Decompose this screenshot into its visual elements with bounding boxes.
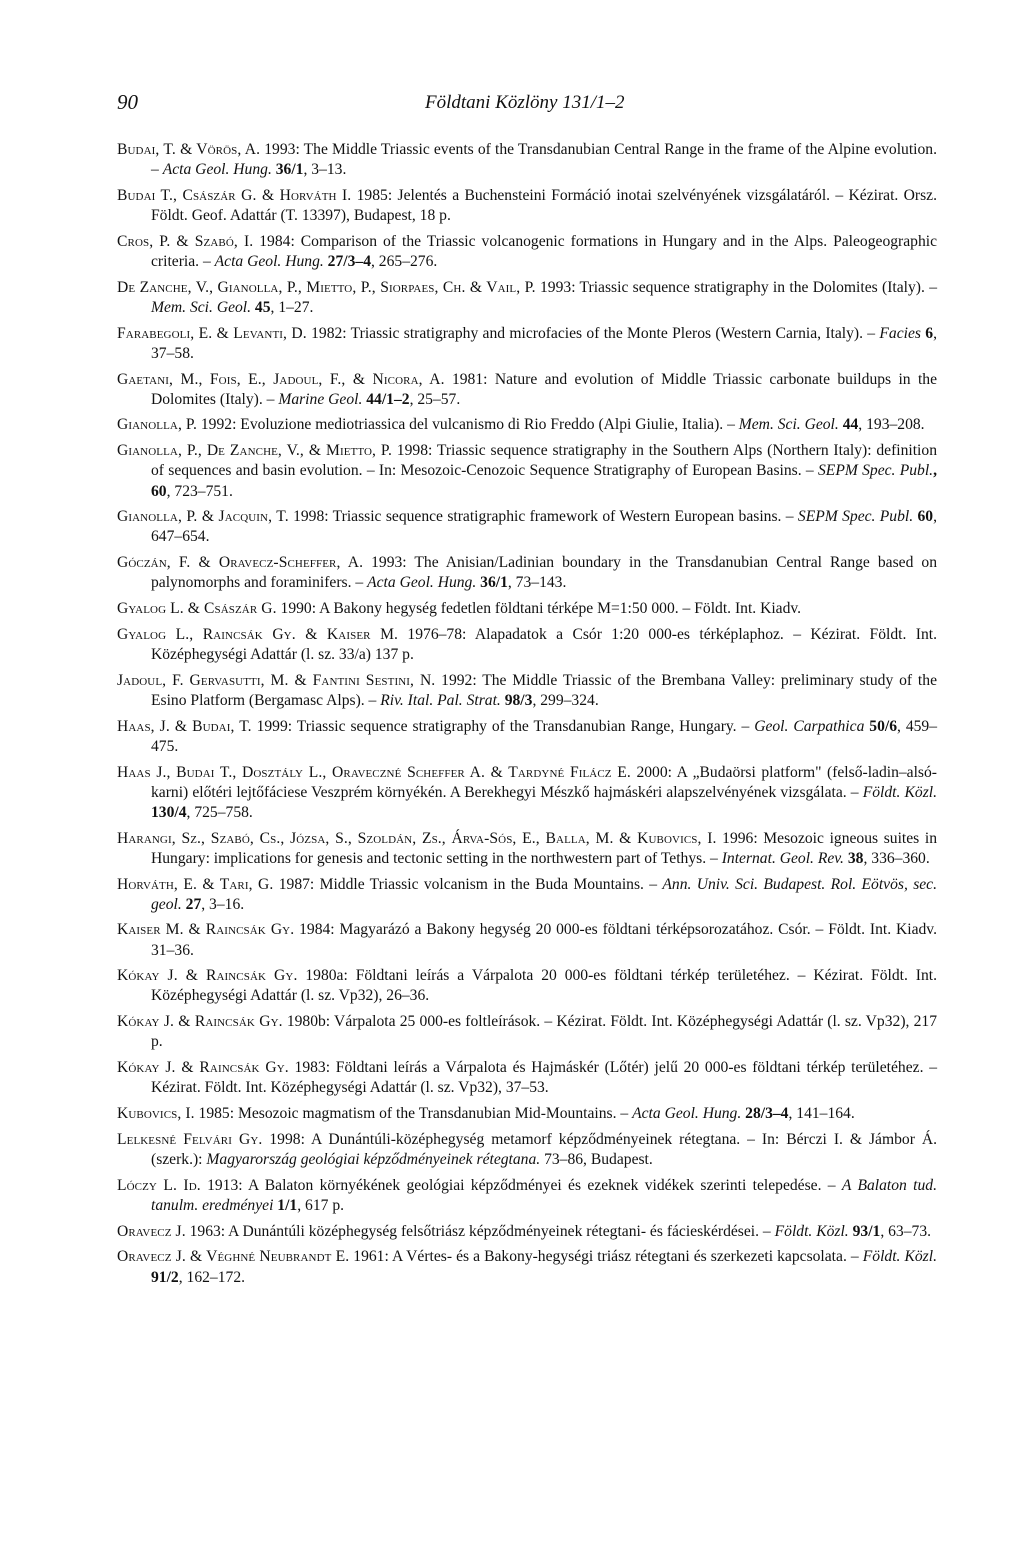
reference-volume: , 60 xyxy=(151,462,937,500)
reference-pages: , 37–58. xyxy=(151,324,937,362)
reference-source: Földt. Közl. xyxy=(862,1248,937,1266)
reference-text: 1990: A Bakony hegység fedetlen földtani térképe M=1:50 000. – Földt. Int. Kiadv. xyxy=(276,600,802,618)
reference-source: Ann. Univ. Sci. Budapest. Rol. Eötvös, sec. geol. xyxy=(151,875,938,913)
reference-pages: , 3–13. xyxy=(303,161,347,179)
reference-list xyxy=(117,140,937,1293)
reference-entry xyxy=(117,370,937,410)
reference-text: 1998: Triassic sequence stratigraphy in the Southern Alps (Northern Italy): definition of sequences and basin evolution. – In: Mesozoic-Cenozoic Sequence Stratigraphy of European Basins. – xyxy=(151,442,937,480)
reference-authors: Kókay J. & Raincsák Gy. xyxy=(117,967,298,985)
reference-text: 1992: The Middle Triassic of the Brembana Valley: preliminary study of the Esino Platform (Bergamasc Alps). – xyxy=(151,671,937,709)
reference-text: 1992: Evoluzione mediotriassica del vulcanismo di Rio Freddo (Alpi Giulie, Italia). – xyxy=(196,416,739,434)
reference-authors: Horváth, E. & Tari, G. xyxy=(117,875,274,893)
reference-pages: , 459–475. xyxy=(151,717,938,755)
reference-entry xyxy=(117,553,937,593)
reference-text: 1980b: Várpalota 25 000-es foltleírások. – Kézirat. Földt. Int. Középhegységi Adattár (l. sz. Vp32), 217 p. xyxy=(151,1013,938,1051)
reference-text: 1985: Jelentés a Buchensteini Formáció inotai szelvényének vizsgálatáról. – Kézirat. Orsz. Földt. Geof. Adattár (T. 13397), Budapest, 18 p. xyxy=(151,186,937,225)
reference-volume: 27 xyxy=(181,895,202,913)
reference-source: Facies xyxy=(879,324,921,342)
journal-title: Földtani Közlöny 131/1–2 xyxy=(425,92,625,113)
reference-pages: , 647–654. xyxy=(151,508,937,546)
reference-authors: Lóczy L. Id. xyxy=(117,1176,201,1194)
reference-authors: Oravecz J. xyxy=(117,1222,186,1240)
reference-entry xyxy=(117,1247,937,1287)
reference-source: Magyarország geológiai képződményeinek rétegtana. xyxy=(206,1150,541,1168)
reference-authors: Budai, T. & Vörös, A. xyxy=(117,141,261,158)
reference-entry xyxy=(117,920,937,960)
reference-entry xyxy=(117,1104,937,1124)
reference-source: SEPM Spec. Publ. xyxy=(818,462,934,480)
reference-authors: Kaiser M. & Raincsák Gy. xyxy=(117,921,295,939)
reference-source: SEPM Spec. Publ. xyxy=(797,508,914,526)
reference-text: 1963: A Dunántúli középhegység felsőtriász képződményeinek rétegtani- és fácieskérdései. – xyxy=(185,1222,775,1240)
reference-authors: Oravecz J. & Véghné Neubrandt E. xyxy=(117,1248,350,1266)
reference-volume: 28/3–4 xyxy=(741,1105,789,1123)
reference-text: 1993: Triassic sequence stratigraphy in the Dolomites (Italy). – xyxy=(535,278,937,296)
reference-volume: 1/1 xyxy=(273,1196,298,1214)
reference-entry xyxy=(117,507,937,547)
reference-pages: , 193–208. xyxy=(858,416,925,434)
reference-volume: 93/1 xyxy=(848,1222,881,1240)
reference-authors: Cros, P. & Szabó, I. xyxy=(117,232,254,250)
reference-text: 2000: A „Budaörsi platform" (felső-ladin–alsó-karni) előtéri lejtőfáciese Veszprém környékén. A Berekhegyi Mészkő hajmáskéri alapszelvényének vizsgálata. – xyxy=(151,763,937,801)
reference-source: Acta Geol. Hung. xyxy=(214,252,324,270)
reference-authors: Góczán, F. & Oravecz-Scheffer, A. xyxy=(117,554,364,572)
reference-volume: 44 xyxy=(838,416,859,434)
reference-text: 1984: Comparison of the Triassic volcanogenic formations in Hungary and in the Alps. Paleogeographic criteria. – xyxy=(151,232,937,270)
reference-entry xyxy=(117,1058,937,1098)
reference-authors: Jadoul, F. Gervasutti, M. & Fantini Sestini, N. xyxy=(117,671,436,689)
reference-pages: , 63–73. xyxy=(880,1222,932,1240)
reference-entry xyxy=(117,1222,937,1242)
reference-source: Mem. Sci. Geol. xyxy=(738,416,839,434)
reference-entry xyxy=(117,441,937,501)
reference-authors: Gaetani, M., Fois, E., Jadoul, F., & Nicora, A. xyxy=(117,370,445,388)
reference-pages: , 3–16. xyxy=(201,895,245,913)
reference-entry xyxy=(117,875,937,915)
reference-pages: , 162–172. xyxy=(178,1268,246,1286)
reference-source: Riv. Ital. Pal. Strat. xyxy=(380,691,501,709)
reference-authors: Kókay J. & Raincsák Gy. xyxy=(117,1059,289,1077)
reference-entry xyxy=(117,599,937,619)
reference-authors: Haas, J. & Budai, T. xyxy=(117,717,252,735)
reference-volume: 98/3 xyxy=(500,691,533,709)
reference-text: 1998: A Dunántúli-középhegység metamorf képződményeinek rétegtana. – In: Bérczi I. & Jámbor Á. (szerk.): xyxy=(151,1130,938,1168)
reference-entry xyxy=(117,829,937,869)
reference-pages: , 723–751. xyxy=(166,482,233,500)
reference-volume: 38 xyxy=(843,849,864,867)
reference-pages: 73–86, Budapest. xyxy=(540,1150,653,1168)
reference-authors: Gianolla, P., De Zanche, V., & Mietto, P. xyxy=(117,442,392,460)
reference-entry xyxy=(117,625,937,665)
reference-volume: 50/6 xyxy=(864,717,898,735)
reference-authors: De Zanche, V., Gianolla, P., Mietto, P., Siorpaes, Ch. & Vail, P. xyxy=(117,278,536,296)
reference-volume: 60 xyxy=(913,508,934,526)
reference-pages: , 725–758. xyxy=(186,803,253,821)
reference-entry xyxy=(117,1176,937,1216)
running-head xyxy=(117,90,937,120)
reference-source: Acta Geol. Hung. xyxy=(162,161,272,179)
reference-text: 1913: A Balaton környékének geológiai képződményei és ezeknek vidékek szerinti telepedése. – xyxy=(200,1176,842,1194)
reference-source: Geol. Carpathica xyxy=(754,717,865,735)
reference-authors: Gianolla, P. xyxy=(117,416,197,434)
reference-source: Acta Geol. Hung. xyxy=(367,574,477,592)
reference-entry xyxy=(117,278,937,318)
reference-entry xyxy=(117,324,937,364)
reference-entry xyxy=(117,1012,937,1052)
reference-entry xyxy=(117,966,937,1006)
reference-source: Marine Geol. xyxy=(278,390,363,408)
reference-pages: , 141–164. xyxy=(788,1105,855,1123)
reference-text: 1999: Triassic sequence stratigraphy of the Transdanubian Range, Hungary. – xyxy=(251,717,755,735)
reference-volume: 91/2 xyxy=(151,1268,179,1286)
reference-text: 1980a: Földtani leírás a Várpalota 20 000-es földtani térkép területéhez. – Kézirat. Földt. Int. Középhegységi Adattár (l. sz. Vp32), 26–36. xyxy=(151,967,937,1005)
reference-volume: 45 xyxy=(251,298,271,316)
reference-source: Mem. Sci. Geol. xyxy=(151,298,252,316)
reference-volume: 44/1–2 xyxy=(362,390,410,408)
reference-entry xyxy=(117,1130,937,1170)
reference-source: Internat. Geol. Rev. xyxy=(721,849,844,867)
reference-entry xyxy=(117,717,937,757)
reference-authors: Gianolla, P. & Jacquin, T. xyxy=(117,508,289,526)
reference-authors: Haas J., Budai T., Dosztály L., Oraveczné Scheffer A. & Tardyné Filácz E. xyxy=(117,763,631,781)
reference-authors: Kókay J. & Raincsák Gy. xyxy=(117,1013,283,1031)
reference-authors: Farabegoli, E. & Levanti, D. xyxy=(117,324,307,342)
reference-text: 1993: The Middle Triassic events of the Transdanubian Central Range in the frame of the Alpine evolution. – xyxy=(151,141,937,179)
reference-authors: Kubovics, I. xyxy=(117,1105,195,1123)
reference-text: 1996: Mesozoic igneous suites in Hungary: implications for genesis and tectonic setting in the northwestern part of Tethys. – xyxy=(151,829,937,867)
reference-volume: 36/1 xyxy=(476,574,508,592)
reference-pages: , 265–276. xyxy=(371,252,438,270)
reference-text: 1985: Mesozoic magmatism of the Transdanubian Mid-Mountains. – xyxy=(194,1105,633,1123)
reference-pages: , 73–143. xyxy=(507,574,567,592)
reference-entry xyxy=(117,232,937,272)
reference-pages: , 336–360. xyxy=(863,849,930,867)
reference-volume: 130/4 xyxy=(151,803,187,821)
reference-pages: , 299–324. xyxy=(532,691,599,709)
reference-entry xyxy=(117,415,937,435)
reference-volume: 6 xyxy=(920,324,934,342)
reference-source: A Balaton tud. tanulm. eredményei xyxy=(151,1176,937,1214)
reference-source: Földt. Közl. xyxy=(774,1222,849,1240)
reference-authors: Gyalog L. & Császár G. xyxy=(117,600,277,618)
reference-authors: Lelkesné Felvári Gy. xyxy=(117,1130,263,1148)
reference-volume: 27/3–4 xyxy=(323,252,371,270)
reference-text: 1993: The Anisian/Ladinian boundary in the Transdanubian Central Range based on palynomorphs and foraminifers. – xyxy=(151,554,937,592)
reference-volume: 36/1 xyxy=(271,161,304,179)
reference-authors: Harangi, Sz., Szabó, Cs., Józsa, S., Szoldán, Zs., Árva-Sós, E., Balla, M. & Kubovics, I. xyxy=(117,829,717,847)
reference-text: 1987: Middle Triassic volcanism in the Buda Mountains. – xyxy=(273,875,663,893)
reference-pages: , 25–57. xyxy=(409,390,461,408)
reference-entry xyxy=(117,671,937,711)
reference-entry xyxy=(117,763,937,823)
reference-text: 1976–78: Alapadatok a Csór 1:20 000-es térképlaphoz. – Kézirat. Földt. Int. Középhegységi Adattár (l. sz. 33/a) 137 p. xyxy=(151,625,937,663)
page-number: 90 xyxy=(117,90,138,114)
reference-source: Földt. Közl. xyxy=(862,783,937,801)
reference-entry xyxy=(117,186,937,226)
reference-text: 1981: Nature and evolution of Middle Triassic carbonate buildups in the Dolomites (Italy). – xyxy=(151,370,938,408)
reference-entry xyxy=(117,140,937,180)
reference-text: 1984: Magyarázó a Bakony hegység 20 000-es földtani térképsorozatához. Csór. – Földt. Int. Kiadv. 31–36. xyxy=(151,921,937,959)
reference-source: Acta Geol. Hung. xyxy=(632,1105,742,1123)
reference-text: 1961: A Vértes- és a Bakony-hegységi triász rétegtani és szerkezeti kapcsolata. – xyxy=(349,1248,863,1266)
reference-pages: , 617 p. xyxy=(297,1196,345,1214)
reference-pages: , 1–27. xyxy=(270,298,314,316)
reference-authors: Gyalog L., Raincsák Gy. & Kaiser M. xyxy=(117,625,399,643)
reference-authors: Budai T., Császár G. & Horváth I. xyxy=(117,186,352,204)
reference-text: 1998: Triassic sequence stratigraphic framework of Western European basins. – xyxy=(288,508,798,526)
reference-text: 1983: Földtani leírás a Várpalota és Hajmáskér (Lőtér) jelű 20 000-es földtani térkép területéhez. – Kézirat. Földt. Int. Középhegységi Adattár (l. sz. Vp32), 37–53. xyxy=(151,1059,938,1097)
reference-text: 1982: Triassic stratigraphy and microfacies of the Monte Pleros (Western Carnia, Italy). – xyxy=(306,324,880,342)
